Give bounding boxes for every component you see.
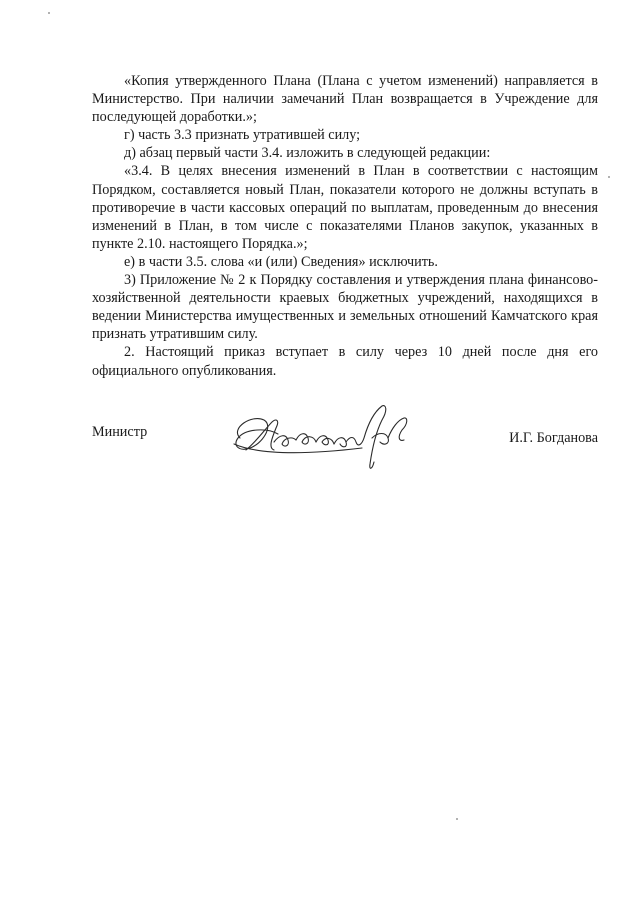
signature-block: [92, 418, 598, 478]
paragraph-section-3-4: «3.4. В целях внесения изменений в План в соответствии с настоящим Порядком, составляется новый План, показатели которого не должны вступать в противоречие в части кассовых операций по выплатам, проведенным до внесения изменений в План, в том числе с показателями Планов закупок, указанных в пункте 2.10. настоящего Порядка.»;: [92, 163, 598, 252]
scan-speck: [456, 818, 458, 820]
signer-name: И.Г. Богданова: [509, 430, 598, 446]
signer-title: Министр: [92, 424, 148, 440]
paragraph-plan-copy: «Копия утвержденного Плана (Плана с учетом изменений) направляется в Министерство. При наличии замечаний План возвращается в Учреждение для последующей доработки.»;: [92, 73, 598, 126]
paragraph-item-d: д) абзац первый части 3.4. изложить в следующей редакции:: [124, 145, 491, 162]
paragraph-item-g: г) часть 3.3 признать утратившей силу;: [124, 127, 361, 144]
document-body: [92, 72, 598, 380]
paragraph-item-3: 3) Приложение № 2 к Порядку составления и утверждения плана финансово-хозяйственной деятельности краевых бюджетных учреждений, находящихся в ведении Министерства имущественных и земельных отношений Камчатского края признать утратившим силу.: [92, 272, 598, 343]
scan-speck: [608, 176, 610, 178]
paragraph-item-2-effective-date: 2. Настоящий приказ вступает в силу через 10 дней после дня его официального опубликования.: [92, 344, 598, 379]
paragraph-item-e: е) в части 3.5. слова «и (или) Сведения» исключить.: [124, 253, 438, 270]
scan-speck: [48, 12, 50, 14]
handwritten-signature: [222, 398, 422, 478]
